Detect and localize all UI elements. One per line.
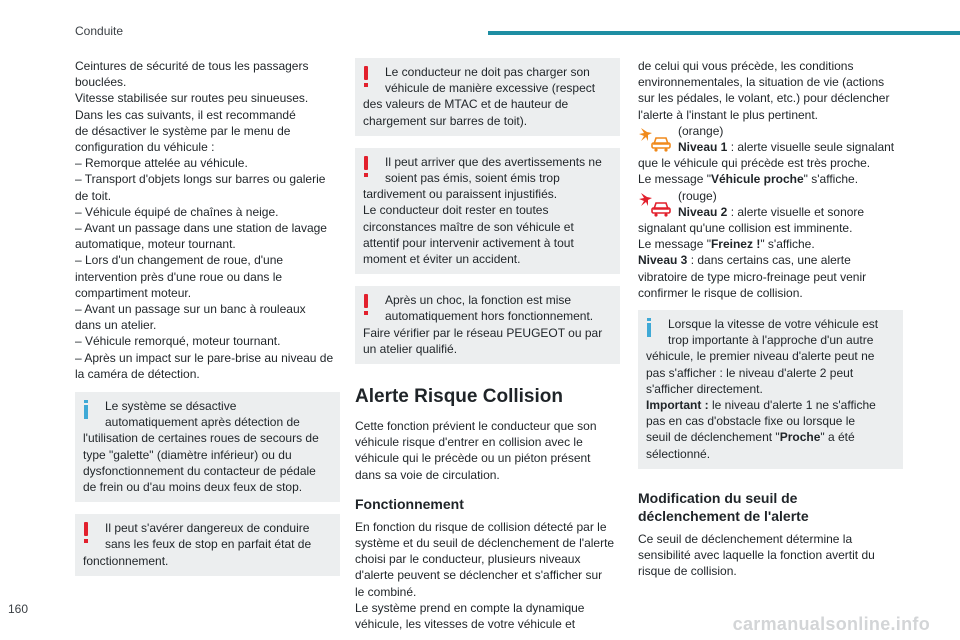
warning-line: soient pas émis, soient émis trop: [385, 171, 560, 186]
body-line: compartiment moteur.: [75, 285, 192, 300]
info-line: Le système se désactive: [105, 399, 237, 414]
threshold-text: [638, 531, 903, 580]
warning-box-brake-lights: [75, 514, 340, 576]
info-line: s'afficher directement.: [646, 381, 763, 396]
alert-level-3: [638, 252, 903, 301]
body-line: Cette fonction prévient le conducteur que son: [355, 419, 597, 434]
body-line: Ce seuil de déclenchement détermine la: [638, 531, 853, 546]
alert-level-2: [638, 188, 903, 253]
body-line: l'alerte à l'instant le plus pertinent.: [638, 107, 819, 122]
level-1-msg: Véhicule proche: [710, 172, 804, 187]
level-2-msg-post: " s'affiche.: [760, 237, 815, 252]
warning-line: Il peut arriver que des avertissements ne: [385, 154, 602, 169]
level-1-text: : alerte visuelle seule signalant: [727, 140, 895, 155]
important-text: le niveau d'alerte 1 ne s'affiche: [708, 398, 876, 413]
body-line: véhicule risque d'entrer en collision avec le: [355, 435, 583, 450]
info-line: type "galette" (diamètre inférieur) ou du: [83, 447, 292, 462]
collision-alert-red-icon: [638, 189, 672, 219]
info-line: véhicule, le premier niveau d'alerte peut ne: [646, 349, 875, 364]
warning-line: Après un choc, la fonction est mise: [385, 293, 572, 308]
level-2-msg: Freinez !: [710, 237, 761, 252]
body-line: le combiné.: [355, 584, 417, 599]
info-line: de frein ou d'au moins deux feux de stop.: [83, 480, 303, 495]
body-line: automatique, moteur tournant.: [75, 237, 236, 252]
column-left: [75, 58, 340, 576]
body-line: – Avant un passage sur un banc à rouleaux: [75, 302, 306, 317]
body-line: – Véhicule remorqué, moteur tournant.: [75, 334, 281, 349]
info-box-speed: [638, 310, 903, 469]
info-box-spare-wheel: [75, 392, 340, 502]
proche-label: Proche: [779, 430, 821, 445]
watermark: carmanualsonline.info: [732, 614, 930, 634]
info-icon: [84, 400, 88, 416]
warning-line: tardivement ou paraissent injustifiés.: [363, 187, 558, 202]
warning-line: Faire vérifier par le réseau PEUGEOT ou par: [363, 325, 603, 340]
body-line: sur les pédales, le volant, etc.) pour déclencher: [638, 91, 890, 106]
body-line: de toit.: [75, 188, 112, 203]
body-line: véhicule qui le précède ou un piéton présent: [355, 451, 591, 466]
info-icon: [647, 318, 651, 334]
body-line: – Remorque attelée au véhicule.: [75, 156, 248, 171]
body-line: confirmer le risque de collision.: [638, 285, 803, 300]
info-tail-0: pas en cas d'obstacle fixe ou lorsque le: [646, 414, 856, 429]
important-label: Important :: [646, 398, 709, 413]
warning-line: moment et éviter un accident.: [363, 252, 521, 267]
warning-line: Le conducteur doit rester en toutes: [363, 203, 549, 218]
warning-line: Le conducteur ne doit pas charger son: [385, 65, 590, 79]
warning-line: véhicule de manière excessive (respect: [385, 81, 596, 96]
body-line: – Véhicule équipé de chaînes à neige.: [75, 204, 279, 219]
body-line: dans sa voie de circulation.: [355, 467, 500, 482]
body-line: intervention près d'une roue ou dans le: [75, 269, 283, 284]
subheading-threshold-line2: déclenchement de l'alerte: [638, 507, 809, 524]
subheading-fonctionnement: Fonctionnement: [355, 495, 464, 512]
warning-line: automatiquement hors fonctionnement.: [385, 309, 594, 324]
level-1-cont: que le véhicule qui précède est très proche.: [638, 156, 871, 171]
info-line: pas s'afficher : le niveau d'alerte 2 peut: [646, 365, 854, 380]
body-line: En fonction du risque de collision détecté par le: [355, 519, 607, 534]
warning-line: Il peut s'avérer dangereux de conduire: [105, 521, 310, 536]
header-accent-bar: [488, 31, 960, 35]
level-3-label: Niveau 3: [638, 253, 688, 268]
body-line: risque de collision.: [638, 564, 737, 579]
warning-line: attentif pour intervenir activement à tout: [363, 235, 574, 250]
body-line: configuration du véhicule :: [75, 140, 215, 155]
body-line: environnementales, la situation de vie (actions: [638, 75, 885, 90]
warning-line: des valeurs de MTAC et de hauteur de: [363, 97, 569, 112]
body-line: dans un atelier.: [75, 318, 157, 333]
level-2-text: : alerte visuelle et sonore: [727, 204, 865, 219]
left-body-text: [75, 58, 340, 382]
header-section-title: Conduite: [75, 24, 124, 38]
section-intro: [355, 418, 620, 483]
warning-icon: [364, 156, 368, 170]
warning-box-after-impact: [355, 286, 620, 364]
body-line: d'alerte peuvent se déclencher et s'afficher sur: [355, 568, 603, 583]
column-right: [638, 58, 903, 579]
body-line: de celui qui vous précède, les conditions: [638, 59, 854, 73]
info-line: dysfonctionnement du contacteur de pédale: [83, 463, 316, 478]
subheading-threshold: [638, 489, 903, 525]
body-line: Le système prend en compte la dynamique: [355, 600, 585, 615]
level-2-cont: signalant qu'une collision est imminente.: [638, 221, 853, 236]
alert-level-1: [638, 123, 903, 188]
warning-box-alerts: [355, 148, 620, 274]
fonctionnement-text: [355, 519, 620, 632]
level-2-color: (rouge): [678, 188, 717, 203]
info-line: trop importante à l'approche d'un autre: [668, 333, 874, 348]
level-1-label: Niveau 1: [678, 140, 728, 155]
level-3-text: : dans certains cas, une alerte: [687, 253, 851, 268]
warning-icon: [364, 294, 368, 308]
subheading-threshold-line1: Modification du seuil de: [638, 489, 798, 506]
level-1-color: (orange): [678, 123, 724, 138]
page-number: 160: [8, 602, 29, 616]
warning-line: sans les feux de stop en parfait état de: [105, 537, 312, 552]
body-line: Vitesse stabilisée sur routes peu sinueuses.: [75, 91, 309, 106]
section-heading: Alerte Risque Collision: [355, 386, 563, 408]
level-1-msg-pre: Le message ": [638, 172, 711, 187]
collision-alert-orange-icon: [638, 124, 672, 154]
level-2-label: Niveau 2: [678, 204, 728, 219]
body-line: sensibilité avec laquelle la fonction avertit du: [638, 548, 875, 563]
info-tail-2: " a été: [820, 430, 855, 445]
body-line: de désactiver le système par le menu de: [75, 123, 291, 138]
body-line: – Avant un passage dans une station de lavage: [75, 221, 327, 236]
body-line: système et du seuil de déclenchement de l'alerte: [355, 536, 615, 551]
right-body-text: [638, 58, 903, 123]
level-2-msg-pre: Le message ": [638, 237, 711, 252]
level-1-msg-post: " s'affiche.: [803, 172, 859, 187]
body-line: la caméra de détection.: [75, 366, 200, 381]
info-line: automatiquement après détection de: [105, 415, 300, 430]
info-line: l'utilisation de certaines roues de secours de: [83, 431, 319, 446]
warning-icon: [364, 66, 368, 80]
column-middle: [355, 58, 620, 632]
warning-line: chargement sur barres de toit).: [363, 113, 528, 128]
body-line: Dans les cas suivants, il est recommandé: [75, 107, 296, 122]
body-line: – Transport d'objets longs sur barres ou galerie: [75, 172, 326, 187]
body-line: vibratoire de type micro-freinage peut venir: [638, 269, 867, 284]
warning-line: un atelier qualifié.: [363, 341, 458, 356]
warning-line: circonstances maître de son véhicule et: [363, 219, 574, 234]
warning-box-load: [355, 58, 620, 136]
info-line: Lorsque la vitesse de votre véhicule est: [668, 317, 879, 332]
info-last: sélectionné.: [646, 446, 711, 461]
warning-icon: [84, 522, 88, 536]
body-line: choisi par le conducteur, plusieurs niveaux: [355, 552, 581, 567]
body-line: véhicule, les vitesses de votre véhicule et: [355, 617, 576, 632]
body-line: – Lors d'un changement de roue, d'une: [75, 253, 284, 268]
warning-line: fonctionnement.: [83, 553, 169, 568]
body-line: Ceintures de sécurité de tous les passagers: [75, 59, 309, 73]
body-line: – Après un impact sur le pare-brise au niveau de: [75, 350, 334, 365]
body-line: bouclées.: [75, 75, 127, 90]
info-tail-1: seuil de déclenchement ": [646, 430, 780, 445]
